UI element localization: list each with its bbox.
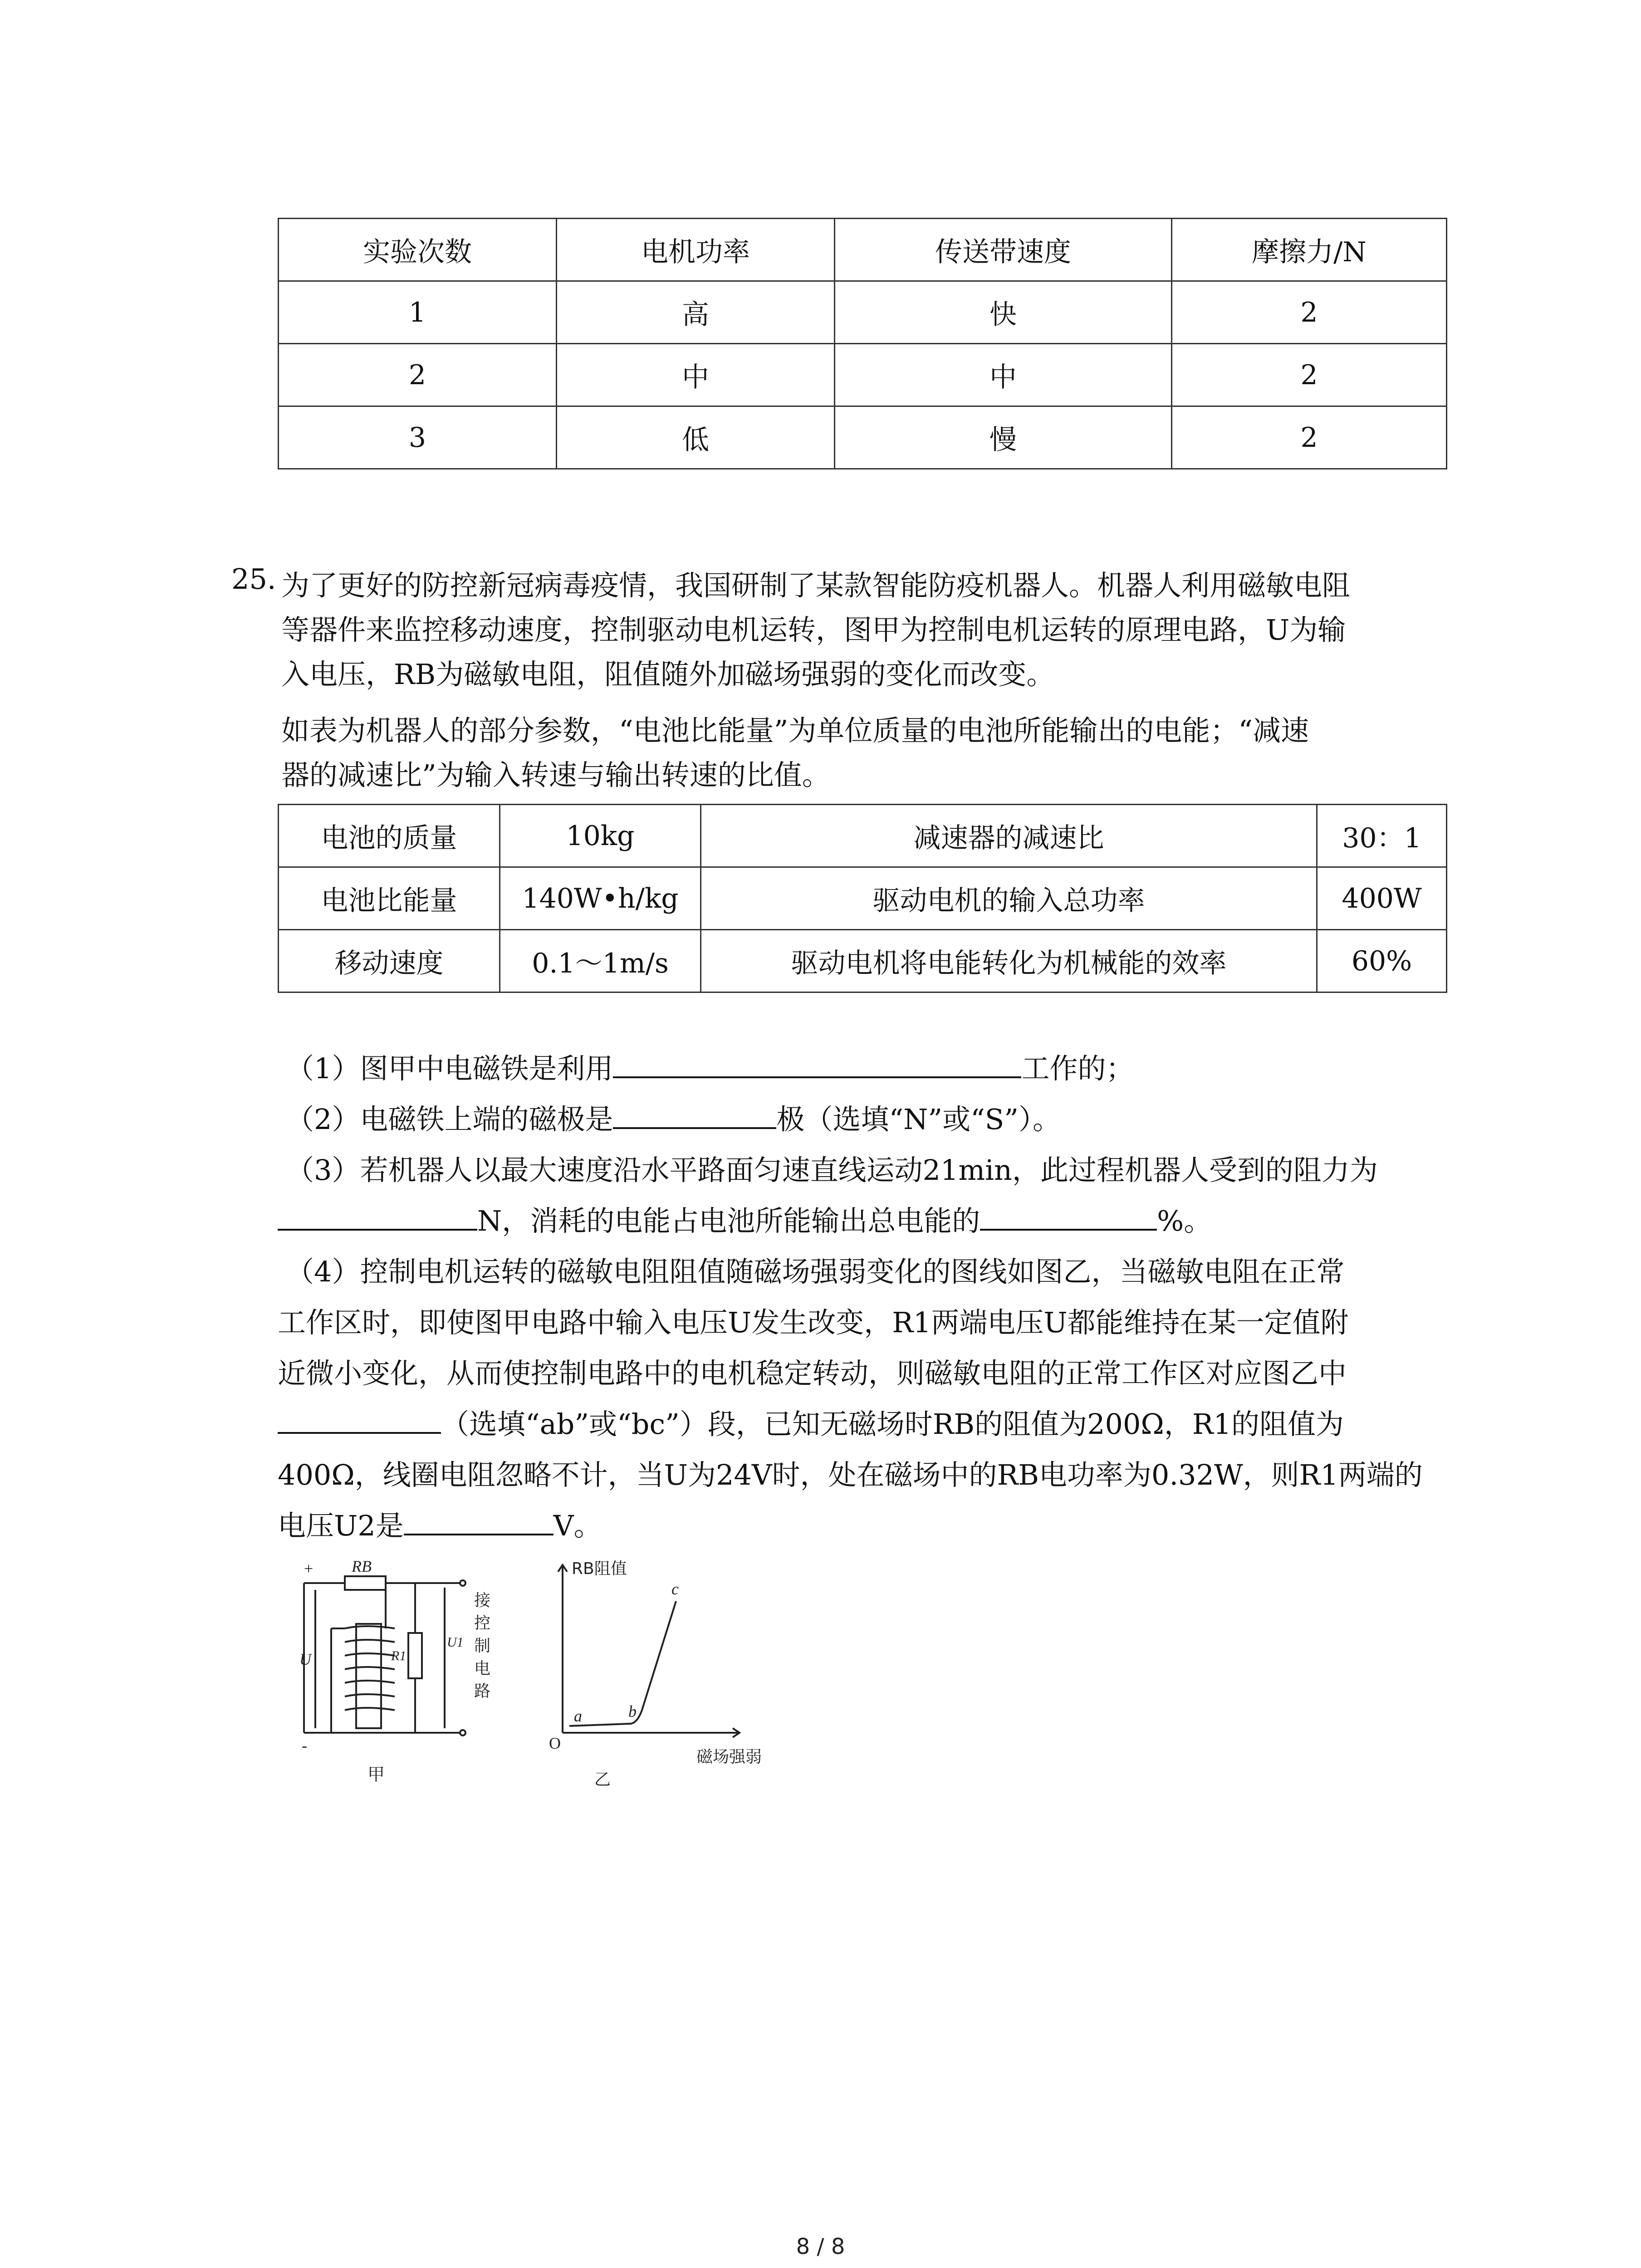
sub-question-text: V。 — [553, 1509, 602, 1542]
answer-blank[interactable] — [613, 1127, 776, 1129]
table-row — [279, 344, 1447, 406]
point-b: b — [628, 1702, 637, 1721]
table-cell: 2 — [279, 344, 557, 406]
sub-question-text: （4）控制电机运转的磁敏电阻阻值随磁场强弱变化的图线如图乙，当磁敏电阻在正常 — [286, 1255, 1345, 1288]
figure-caption-yi: 乙 — [594, 1770, 611, 1789]
header-cell: 实验次数 — [279, 219, 557, 281]
sub-question-text: 极（选填“N”或“S”）。 — [776, 1103, 1061, 1136]
table-cell: 中 — [835, 344, 1172, 406]
table-row — [279, 930, 1447, 992]
table-cell: 2 — [1172, 281, 1447, 344]
sub-question-4 — [278, 1246, 1465, 1551]
side-char: 控 — [474, 1614, 491, 1633]
circuit-diagram-jia — [304, 1576, 465, 1735]
point-a: a — [574, 1707, 582, 1725]
param-value: 400W — [1317, 867, 1447, 930]
robot-parameters-table — [278, 804, 1447, 993]
param-value: 60% — [1317, 930, 1447, 992]
x-axis-label: 磁场强弱 — [696, 1748, 762, 1766]
table-cell: 2 — [1172, 406, 1447, 469]
param-value: 140W•h/kg — [500, 867, 701, 930]
sub-question-1 — [286, 1043, 1465, 1094]
table-cell: 中 — [557, 344, 835, 406]
table-cell: 慢 — [835, 406, 1172, 469]
intro-line: 为了更好的防控新冠病毒疫情，我国研制了某款智能防疫机器人。机器人利用磁敏电阻 — [281, 569, 1351, 602]
param-value: 0.1～1m/s — [500, 930, 701, 992]
table-cell: 2 — [1172, 344, 1447, 406]
sub-question-text: 工作区时，即使图甲电路中输入电压U发生改变，R1两端电压U都能维持在某一定值附 — [278, 1306, 1349, 1339]
table-intro — [281, 709, 1461, 797]
u1-label: U1 — [447, 1635, 464, 1650]
param-value: 10kg — [500, 805, 701, 867]
table-row — [279, 406, 1447, 469]
sub-question-text: 电压U2是 — [278, 1509, 404, 1542]
answer-blank[interactable] — [404, 1533, 554, 1535]
answer-blank[interactable] — [278, 1228, 477, 1231]
side-label — [474, 1591, 491, 1701]
table-row — [279, 805, 1447, 867]
point-c: c — [671, 1580, 679, 1598]
question-number: 25. — [231, 562, 276, 596]
side-char: 制 — [474, 1637, 491, 1655]
side-char: 路 — [474, 1682, 491, 1701]
rb-resistor — [345, 1576, 386, 1590]
intro-line: 等器件来监控移动速度，控制驱动电机运转，图甲为控制电机运转的原理电路，U为输 — [281, 613, 1346, 646]
param-name: 电池比能量 — [279, 867, 500, 930]
plus-sign: + — [304, 1559, 314, 1578]
sub-question-3 — [286, 1145, 1465, 1246]
minus-sign: - — [302, 1736, 307, 1755]
table-intro-line: 器的减速比”为输入转速与输出转速的比值。 — [281, 758, 830, 792]
intro-line: 入电压，RB为磁敏电阻，阻值随外加磁场强弱的变化而改变。 — [281, 658, 1055, 691]
answer-blank[interactable] — [980, 1228, 1157, 1231]
sub-question-text: （3）若机器人以最大速度沿水平路面匀速直线运动21min，此过程机器人受到的阻力为 — [286, 1154, 1378, 1187]
r1-label: R1 — [391, 1648, 407, 1663]
table-cell: 快 — [835, 281, 1172, 344]
u-label: U — [299, 1650, 311, 1668]
rb-label: RB — [352, 1557, 372, 1575]
experiment-table — [278, 218, 1447, 469]
sub-question-2 — [286, 1094, 1465, 1145]
sub-question-text: （2）电磁铁上端的磁极是 — [286, 1103, 613, 1136]
figures — [272, 1556, 817, 1792]
header-cell: 摩擦力/N — [1172, 219, 1447, 281]
answer-blank[interactable] — [613, 1076, 1021, 1078]
table-cell: 高 — [557, 281, 835, 344]
origin-label: O — [549, 1734, 561, 1752]
coil — [345, 1626, 395, 1710]
figure-caption-jia: 甲 — [367, 1765, 385, 1784]
question-intro — [281, 563, 1461, 697]
param-name: 移动速度 — [279, 930, 500, 992]
table-cell: 1 — [279, 281, 557, 344]
page-number: 8 / 8 — [796, 2234, 845, 2259]
y-axis-label: RB阻值 — [572, 1559, 627, 1578]
answer-blank[interactable] — [278, 1432, 441, 1434]
table-row — [279, 281, 1447, 344]
param-value: 30：1 — [1317, 805, 1447, 867]
param-name: 驱动电机将电能转化为机械能的效率 — [701, 930, 1317, 992]
table-cell: 低 — [557, 406, 835, 469]
sub-question-text: （1）图甲中电磁铁是利用 — [286, 1052, 613, 1085]
table-intro-line: 如表为机器人的部分参数，“电池比能量”为单位质量的电池所能输出的电能；“减速 — [281, 714, 1309, 747]
table-cell: 3 — [279, 406, 557, 469]
graph-yi — [558, 1565, 740, 1737]
param-name: 驱动电机的输入总功率 — [701, 867, 1317, 930]
sub-question-text: （选填“ab”或“bc”）段，已知无磁场时RB的阻值为200Ω，R1的阻值为 — [441, 1408, 1344, 1441]
sub-question-text: 近微小变化，从而使控制电路中的电机稳定转动，则磁敏电阻的正常工作区对应图乙中 — [278, 1357, 1347, 1390]
side-char: 接 — [474, 1591, 491, 1610]
sub-question-text: 工作的； — [1021, 1052, 1134, 1085]
sub-question-text: N，消耗的电能占电池所能输出总电能的 — [477, 1204, 980, 1237]
header-cell: 传送带速度 — [835, 219, 1172, 281]
table-header-row — [279, 219, 1447, 281]
param-name: 电池的质量 — [279, 805, 500, 867]
sub-question-text: %。 — [1157, 1204, 1212, 1237]
param-name: 减速器的减速比 — [701, 805, 1317, 867]
sub-question-text: 400Ω，线圈电阻忽略不计，当U为24V时，处在磁场中的RB电功率为0.32W，则R1两端的 — [278, 1458, 1423, 1491]
header-cell: 电机功率 — [557, 219, 835, 281]
table-row — [279, 867, 1447, 930]
resistance-curve — [569, 1601, 676, 1726]
r1-resistor — [408, 1633, 422, 1678]
side-char: 电 — [474, 1659, 491, 1678]
